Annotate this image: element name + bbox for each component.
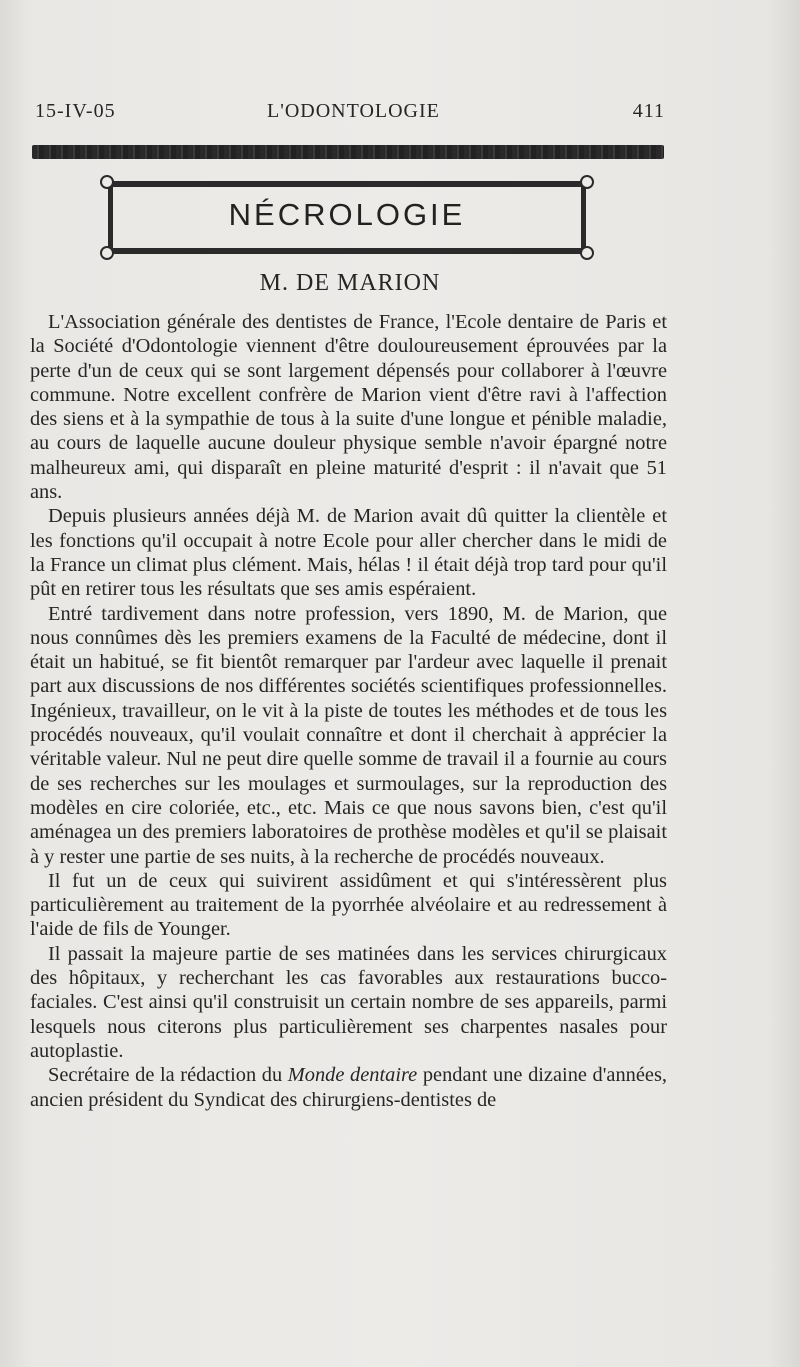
frame-top-line	[110, 181, 584, 187]
header-date: 15-IV-05	[35, 100, 116, 122]
paragraph-last	[30, 1063, 667, 1112]
frame-ring-icon	[580, 175, 594, 189]
section-title: NÉCROLOGIE	[228, 197, 466, 232]
text-run: pendant une dizaine d'années, ancien président du Syndicat des chirurgiens-dentistes de	[30, 1064, 667, 1111]
page-number: 411	[632, 100, 665, 122]
frame-bottom-line	[110, 248, 584, 254]
paragraph: Il fut un de ceux qui suivirent assidûment et qui s'intéressèrent plus particulièrement au traitement de la pyorrhée alvéolaire et au redressement à l'aide de fils de Younger.	[30, 869, 667, 941]
frame-ring-icon	[580, 246, 594, 260]
frame-ring-icon	[100, 175, 114, 189]
article-subtitle: M. DE MARION	[259, 270, 441, 296]
section-frame	[100, 175, 594, 260]
paragraph: Il passait la majeure partie de ses matinées dans les services chirurgicaux des hôpitaux, y recherchant les cas favorables aux restaurations bucco-faciales. C'est ainsi qu'il construisit un certain nombre de ses appareils, parmi lesquels nous citerons plus particulièrement ses charpentes nasales pour autoplastie.	[30, 942, 667, 1062]
paragraph: Entré tardivement dans notre profession, vers 1890, M. de Marion, que nous connûmes dès les premiers examens de la Faculté de médecine, dont il était un habitué, se fit bientôt remarquer par l'ardeur avec laquelle il prenait part aux discussions de nos différentes sociétés scientifiques professionnelles. Ingénieux, travailleur, on le vit à la piste de toutes les méthodes et de tous les procédés nouveaux, qu'il voulait connaître et dont il cherchait à apprécier la véritable valeur. Nul ne peut dire quelle somme de travail il a fournie au cours de ses recherches sur les moulages et surmoulages, sur la reproduction des modèles en cire coloriée, etc., etc. Mais ce que nous savons bien, c'est qu'il aménagea un des premiers laboratoires de prothèse modèles et qu'il se plaisait à y rester une partie de ses nuits, à la recherche de procédés nouveaux.	[30, 602, 667, 868]
paragraph: L'Association générale des dentistes de France, l'Ecole dentaire de Paris et la Société d'Odontologie viennent d'être douloureusement éprouvées par la perte d'un de ceux qui se sont largement dépensés pour collaborer à l'œuvre commune. Notre excellent confrère de Marion vient d'être ravi à l'affection des siens et à la sympathie de tous à la suite d'une longue et pénible maladie, au cours de laquelle aucune douleur physique semble n'avoir épargné notre malheureux ami, qui disparaît en pleine maturité d'esprit : il n'avait que 51 ans.	[30, 311, 667, 504]
journal-name-italic: Monde dentaire	[287, 1064, 418, 1087]
paragraph: Depuis plusieurs années déjà M. de Marion avait dû quitter la clientèle et les fonctions qu'il occupait à notre Ecole pour aller chercher dans le midi de la France un climat plus clément. Mais, hélas ! il était déjà trop tard pour qu'il pût en retirer tous les résultats que ses amis espéraient.	[30, 505, 667, 601]
text-run: Secrétaire de la rédaction du	[48, 1064, 288, 1087]
article-body	[30, 310, 667, 1112]
running-head	[35, 100, 665, 132]
frame-ring-icon	[100, 246, 114, 260]
journal-title: L'ODONTOLOGIE	[267, 100, 440, 122]
ornamental-rule	[32, 145, 664, 159]
